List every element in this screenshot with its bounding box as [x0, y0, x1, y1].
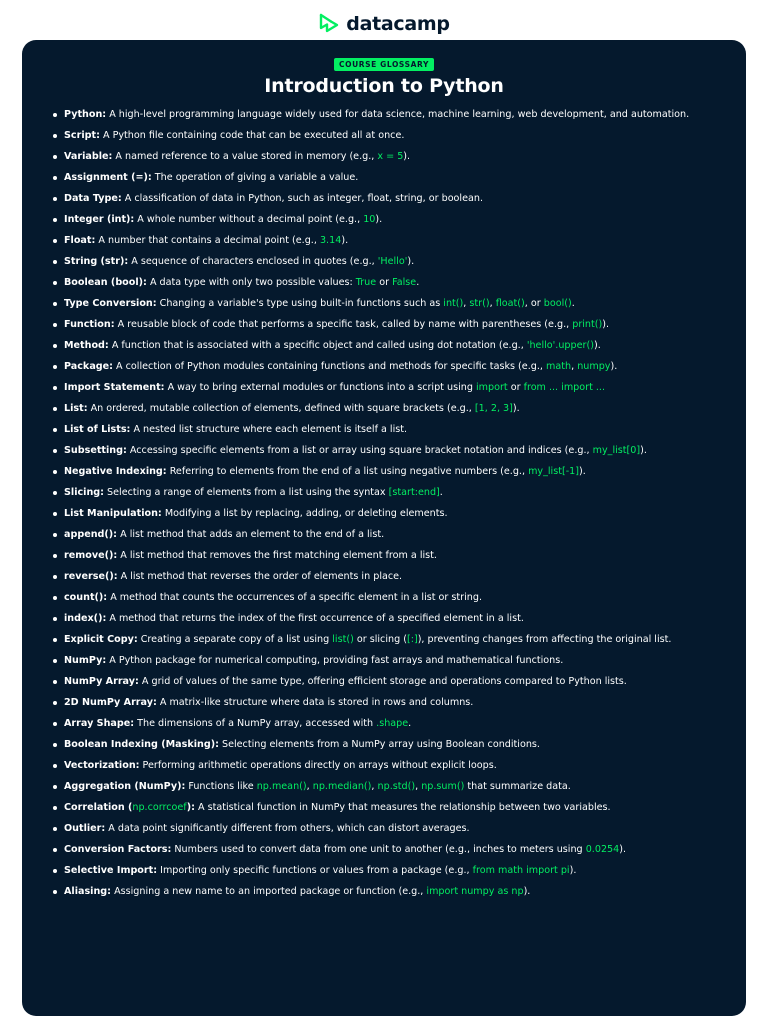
code-snippet: False	[392, 277, 417, 288]
glossary-term: Negative Indexing:	[64, 466, 167, 477]
glossary-definition: A nested list structure where each element is itself a list.	[130, 424, 408, 435]
glossary-definition: A collection of Python modules containing functions and methods for specific tasks (e.g.,	[113, 361, 546, 372]
glossary-definition: ).	[403, 151, 411, 162]
glossary-item	[64, 697, 716, 708]
glossary-definition: ).	[341, 235, 349, 246]
glossary-definition: Importing only specific functions or values from a package (e.g.,	[157, 865, 473, 876]
glossary-definition: The operation of giving a variable a value.	[151, 172, 359, 183]
glossary-definition: ).	[610, 361, 618, 372]
glossary-item	[64, 214, 716, 225]
glossary-definition: ,	[371, 781, 378, 792]
glossary-item	[64, 529, 716, 540]
glossary-item	[64, 130, 716, 141]
glossary-term: NumPy Array:	[64, 676, 139, 687]
glossary-definition: A list method that removes the first matching element from a list.	[117, 550, 437, 561]
glossary-definition: ,	[489, 298, 496, 309]
glossary-item	[64, 655, 716, 666]
code-snippet: list()	[332, 634, 354, 645]
glossary-definition: .	[416, 277, 420, 288]
code-snippet: str()	[469, 298, 490, 309]
glossary-item	[64, 424, 716, 435]
glossary-item	[64, 277, 716, 288]
glossary-definition: The dimensions of a NumPy array, accessed with	[134, 718, 377, 729]
glossary-item	[64, 844, 716, 855]
code-snippet: np.sum()	[421, 781, 465, 792]
glossary-term: Python:	[64, 109, 107, 120]
glossary-term: count():	[64, 592, 108, 603]
glossary-definition: or slicing (	[353, 634, 407, 645]
glossary-term: Float:	[64, 235, 96, 246]
glossary-item	[64, 676, 716, 687]
page-title: Introduction to Python	[264, 75, 504, 97]
code-snippet: bool()	[543, 298, 572, 309]
glossary-item	[64, 613, 716, 624]
datacamp-logo-icon	[318, 13, 340, 35]
glossary-definition: A named reference to a value stored in memory (e.g.,	[112, 151, 378, 162]
glossary-definition: Performing arithmetic operations directly on arrays without explicit loops.	[139, 760, 497, 771]
code-snippet: np.std()	[377, 781, 416, 792]
glossary-definition: ).	[602, 319, 610, 330]
glossary-item	[64, 382, 716, 393]
glossary-term: Subsetting:	[64, 445, 127, 456]
code-snippet: np.corrcoef	[132, 802, 187, 813]
glossary-definition: Assigning a new name to an imported package or function (e.g.,	[111, 886, 427, 897]
course-glossary-badge: COURSE GLOSSARY	[334, 58, 434, 71]
glossary-item	[64, 571, 716, 582]
glossary-definition: A number that contains a decimal point (e.g.,	[95, 235, 320, 246]
glossary-item	[64, 634, 716, 645]
glossary-definition: or	[376, 277, 393, 288]
code-snippet: from ... import ...	[523, 382, 606, 393]
glossary-definition: A function that is associated with a specific object and called using dot notation (e.g.,	[108, 340, 527, 351]
glossary-item	[64, 403, 716, 414]
glossary-term: Data Type:	[64, 193, 122, 204]
glossary-definition: ).	[579, 466, 586, 477]
code-snippet: True	[355, 277, 377, 288]
glossary-definition: Numbers used to convert data from one unit to another (e.g., inches to meters using	[171, 844, 586, 855]
glossary-item	[64, 445, 716, 456]
code-snippet: .shape	[376, 718, 409, 729]
glossary-definition: A classification of data in Python, such as integer, float, string, or boolean.	[121, 193, 484, 204]
glossary-item	[64, 193, 716, 204]
glossary-term: Package:	[64, 361, 113, 372]
glossary-definition: A reusable block of code that performs a specific task, called by name with parentheses (e.g.,	[114, 319, 573, 330]
code-snippet: 'hello'.upper()	[526, 340, 594, 351]
code-snippet: 0.0254	[585, 844, 620, 855]
glossary-item	[64, 823, 716, 834]
glossary-definition: ).	[407, 256, 415, 267]
brand-name: datacamp	[346, 13, 450, 35]
glossary-item	[64, 550, 716, 561]
code-snippet: float()	[495, 298, 525, 309]
glossary-term: reverse():	[64, 571, 118, 582]
glossary-list	[52, 109, 716, 897]
glossary-item	[64, 340, 716, 351]
glossary-item	[64, 487, 716, 498]
glossary-definition: Selecting a range of elements from a list using the syntax	[104, 487, 389, 498]
glossary-term: Aggregation (NumPy):	[64, 781, 186, 792]
glossary-item	[64, 235, 716, 246]
glossary-definition: A method that counts the occurrences of a specific element in a list or string.	[107, 592, 483, 603]
glossary-term: Script:	[64, 130, 100, 141]
glossary-definition: An ordered, mutable collection of elements, defined with square brackets (e.g.,	[87, 403, 475, 414]
glossary-definition: ).	[640, 445, 647, 456]
code-snippet: numpy	[577, 361, 611, 372]
glossary-term: Outlier:	[64, 823, 106, 834]
glossary-definition: Modifying a list by replacing, adding, or deleting elements.	[161, 508, 448, 519]
glossary-item	[64, 802, 716, 813]
glossary-term: Correlation (	[64, 802, 133, 813]
glossary-definition: ,	[571, 361, 578, 372]
glossary-item	[64, 865, 716, 876]
glossary-item	[64, 760, 716, 771]
glossary-definition: Referring to elements from the end of a list using negative numbers (e.g.,	[166, 466, 529, 477]
glossary-definition: A Python file containing code that can be executed all at once.	[99, 130, 405, 141]
code-snippet: [:]	[406, 634, 418, 645]
glossary-item	[64, 109, 716, 120]
glossary-definition: ).	[375, 214, 383, 225]
glossary-term: append():	[64, 529, 118, 540]
glossary-card	[22, 40, 746, 1016]
code-snippet: [start:end]	[388, 487, 440, 498]
code-snippet: import numpy as np	[426, 886, 524, 897]
code-snippet: my_list[0]	[592, 445, 641, 456]
code-snippet: int()	[443, 298, 464, 309]
glossary-definition: .	[408, 718, 412, 729]
glossary-term: Type Conversion:	[64, 298, 157, 309]
glossary-item	[64, 781, 716, 792]
glossary-item	[64, 256, 716, 267]
code-snippet: 3.14	[319, 235, 342, 246]
glossary-definition: A way to bring external modules or functions into a script using	[164, 382, 476, 393]
glossary-term: Aliasing:	[64, 886, 112, 897]
glossary-term: Variable:	[64, 151, 113, 162]
glossary-item	[64, 319, 716, 330]
glossary-definition: A Python package for numerical computing, providing fast arrays and mathematical functions.	[106, 655, 564, 666]
glossary-definition: ,	[463, 298, 470, 309]
glossary-item	[64, 298, 716, 309]
glossary-definition: A data point significantly different from others, which can distort averages.	[105, 823, 470, 834]
glossary-term: index():	[64, 613, 107, 624]
glossary-definition: A sequence of characters enclosed in quotes (e.g.,	[128, 256, 378, 267]
glossary-term: Assignment (=):	[64, 172, 152, 183]
glossary-term: Selective Import:	[64, 865, 158, 876]
glossary-item	[64, 172, 716, 183]
glossary-definition: Accessing specific elements from a list or array using square bracket notation and indices (e.g.,	[126, 445, 593, 456]
glossary-term: Slicing:	[64, 487, 104, 498]
glossary-definition: that summarize data.	[464, 781, 571, 792]
glossary-item	[64, 718, 716, 729]
glossary-item	[64, 151, 716, 162]
glossary-term: Function:	[64, 319, 115, 330]
glossary-definition: A grid of values of the same type, offering efficient storage and operations compared to Python lists.	[138, 676, 627, 687]
glossary-definition: Changing a variable's type using built-in functions such as	[156, 298, 444, 309]
glossary-term: remove():	[64, 550, 118, 561]
glossary-definition: .	[571, 298, 575, 309]
glossary-definition: ).	[593, 340, 601, 351]
glossary-term: Explicit Copy:	[64, 634, 138, 645]
glossary-definition: Functions like	[185, 781, 257, 792]
glossary-definition: A matrix-like structure where data is stored in rows and columns.	[156, 697, 474, 708]
code-snippet: 10	[363, 214, 376, 225]
code-snippet: import	[475, 382, 508, 393]
glossary-definition: A list method that reverses the order of elements in place.	[117, 571, 403, 582]
glossary-definition: ).	[569, 865, 577, 876]
glossary-term: Method:	[64, 340, 109, 351]
glossary-item	[64, 466, 716, 477]
glossary-definition: ).	[523, 886, 531, 897]
glossary-term: Conversion Factors:	[64, 844, 172, 855]
glossary-item	[64, 739, 716, 750]
glossary-definition: ,	[306, 781, 313, 792]
glossary-term: String (str):	[64, 256, 129, 267]
code-snippet: 'Hello'	[377, 256, 408, 267]
glossary-term: List of Lists:	[64, 424, 131, 435]
glossary-definition: , or	[524, 298, 544, 309]
code-snippet: math	[546, 361, 572, 372]
glossary-item	[64, 592, 716, 603]
glossary-item	[64, 508, 716, 519]
glossary-item	[64, 886, 716, 897]
code-snippet: np.mean()	[256, 781, 307, 792]
glossary-definition: A data type with only two possible values:	[146, 277, 356, 288]
code-snippet: print()	[572, 319, 603, 330]
glossary-term: Boolean (bool):	[64, 277, 147, 288]
code-snippet: from math import pi	[472, 865, 570, 876]
glossary-definition: A method that returns the index of the first occurrence of a specified element in a list.	[106, 613, 524, 624]
code-snippet: my_list[-1]	[528, 466, 580, 477]
glossary-definition: A whole number without a decimal point (e.g.,	[134, 214, 364, 225]
glossary-term: 2D NumPy Array:	[64, 697, 157, 708]
glossary-term: List:	[64, 403, 88, 414]
glossary-definition: A statistical function in NumPy that measures the relationship between two variables.	[194, 802, 611, 813]
glossary-term: List Manipulation:	[64, 508, 162, 519]
glossary-definition: ).	[512, 403, 520, 414]
glossary-definition: Selecting elements from a NumPy array using Boolean conditions.	[218, 739, 540, 750]
glossary-header	[52, 52, 716, 97]
glossary-definition: Creating a separate copy of a list using	[137, 634, 333, 645]
glossary-term: Array Shape:	[64, 718, 135, 729]
glossary-term: NumPy:	[64, 655, 107, 666]
glossary-term: Boolean Indexing (Masking):	[64, 739, 219, 750]
code-snippet: [1, 2, 3]	[474, 403, 513, 414]
code-snippet: np.median()	[312, 781, 372, 792]
code-snippet: x = 5	[377, 151, 404, 162]
glossary-definition: ,	[415, 781, 422, 792]
glossary-definition: ), preventing changes from affecting the original list.	[417, 634, 672, 645]
glossary-definition: A high-level programming language widely used for data science, machine learning, web development, and automation.	[106, 109, 690, 120]
glossary-item	[64, 361, 716, 372]
glossary-definition: or	[507, 382, 524, 393]
glossary-definition: .	[439, 487, 443, 498]
glossary-definition: ).	[619, 844, 627, 855]
glossary-term: Vectorization:	[64, 760, 140, 771]
glossary-term: Integer (int):	[64, 214, 135, 225]
glossary-term: Import Statement:	[64, 382, 165, 393]
glossary-term: ):	[186, 802, 195, 813]
brand-header	[0, 10, 768, 38]
glossary-definition: A list method that adds an element to the end of a list.	[117, 529, 385, 540]
